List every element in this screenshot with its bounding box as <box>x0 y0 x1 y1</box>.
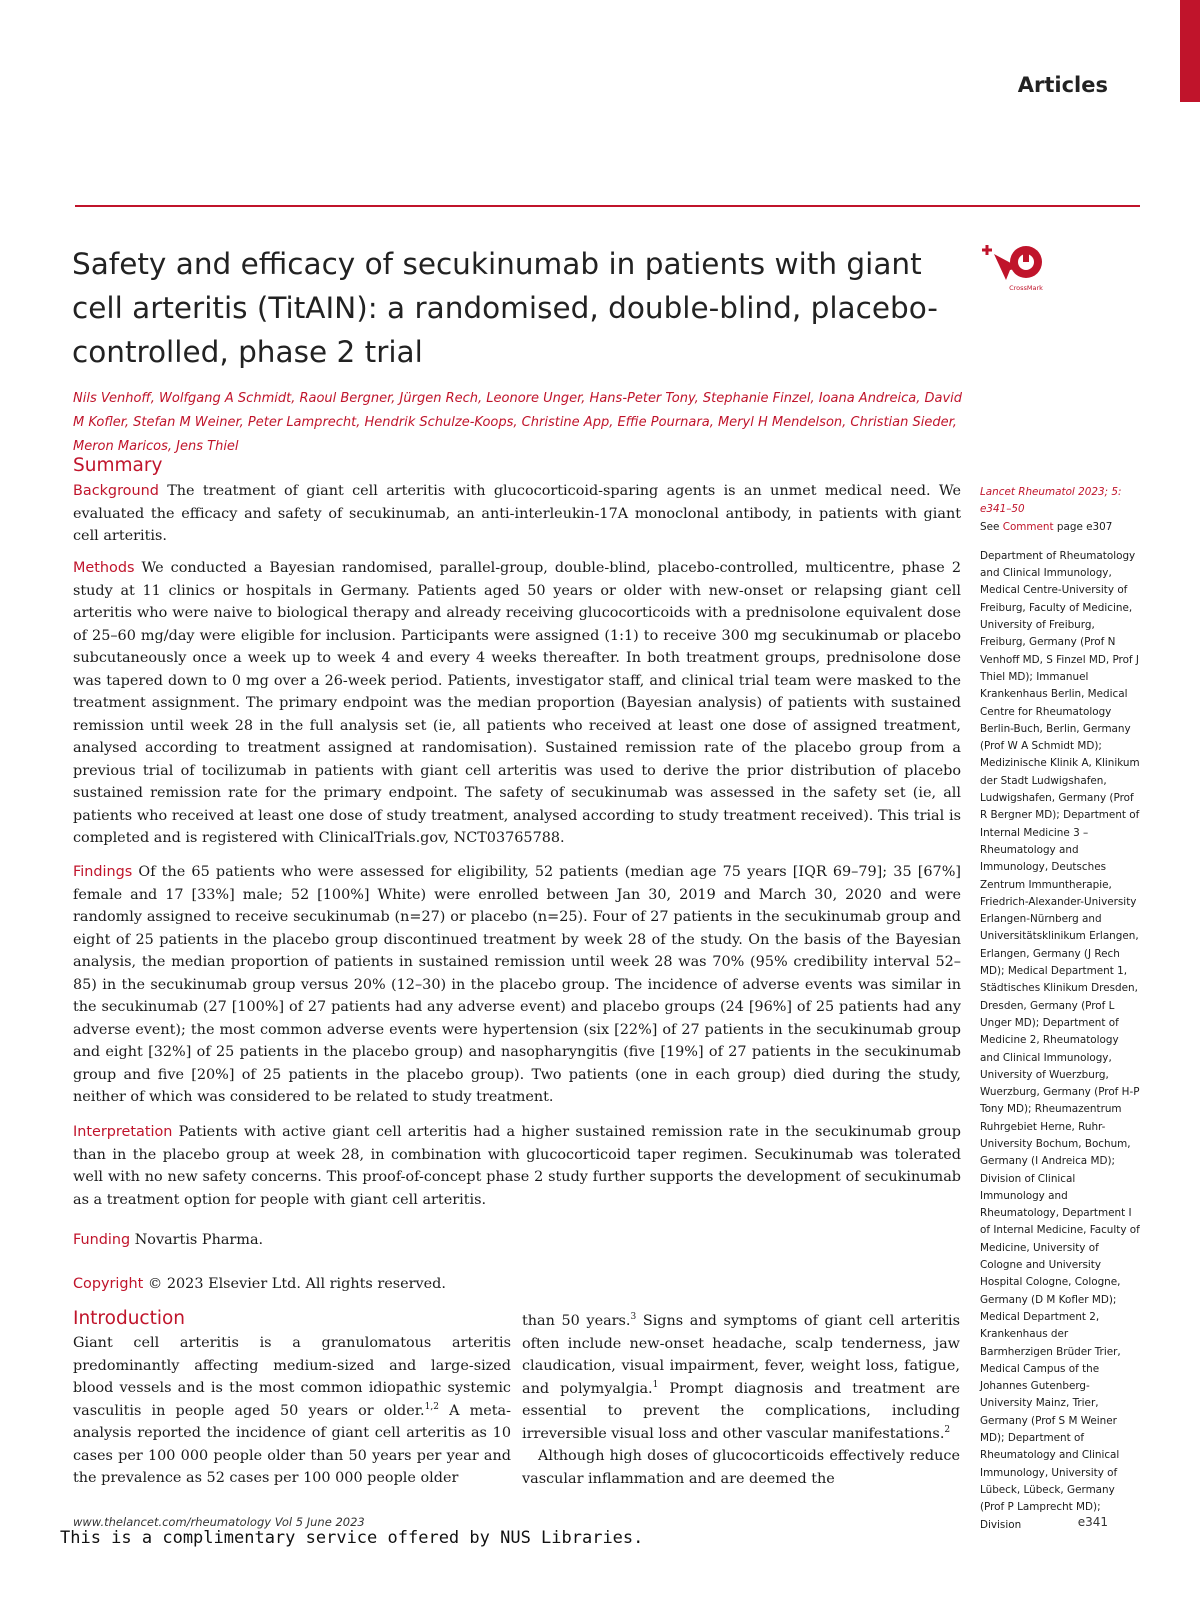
intro-text-1: Giant cell arteritis is a granulomatous arteritis predominantly affecting medium-sized and large-sized blood vessels and is the most common idiopathic systemic vasculitis in people aged 50 years or older. <box>73 1335 511 1419</box>
funding-text: Novartis Pharma. <box>130 1232 264 1248</box>
see-prefix: See <box>980 520 1003 533</box>
footer-page-number: e341 <box>1077 1515 1108 1529</box>
intro-text-5: Prompt diagnosis and treatment are essential to prevent the complications, including irreversible visual loss and other vascular manifestations. <box>522 1380 960 1442</box>
see-comment <box>980 519 1140 536</box>
library-notice: This is a complimentary service offered by NUS Libraries. <box>60 1528 644 1548</box>
footer-journal[interactable]: www.thelancet.com/rheumatology Vol 5 June 2023 <box>73 1515 365 1529</box>
section-label: Articles <box>1017 73 1108 97</box>
crossmark-icon[interactable] <box>980 240 1060 300</box>
side-color-stripe <box>1180 0 1200 102</box>
citation: Lancet Rheumatol 2023; 5: e341–50 <box>980 486 1122 516</box>
abstract-funding <box>73 1229 961 1252</box>
affiliations: Department of Rheumatology and Clinical Immunology, Medical Centre-University of Freiburg, Faculty of Medicine, University of Freiburg, Freiburg, Germany (Prof N Venhoff MD, S Finzel MD, Prof J Thiel MD); Immanuel Krankenhaus Berlin, Medical Centre for Rheumatology Berlin-Buch, Berlin, Germany (Prof W A Schmidt MD); Medizinische Klinik A, Klinikum der Stadt Ludwigshafen, Ludwigshafen, Germany (Prof R Bergner MD); Department of Internal Medicine 3 – Rheumatology and Immunology, Deutsches Zentrum Immuntherapie, Friedrich-Alexander-University Erlangen-Nürnberg and Universitätsklinikum Erlangen, Erlangen, Germany (J Rech MD); Medical Department 1, Städtisches Klinikum Dresden, Dresden, Germany (Prof L Unger MD); Department of Medicine 2, Rheumatology and Clinical Immunology, University of Wuerzburg, Wuerzburg, Germany (Prof H-P Tony MD); Rheumazentrum Ruhrgebiet Herne, Ruhr-University Bochum, Bochum, Germany (I Andreica MD); Division of Clinical Immunology and Rheumatology, Department I of Internal Medicine, Faculty of Medicine, University of Cologne and University Hospital Cologne, Cologne, Germany (D M Kofler MD); Medical Department 2, Krankenhaus der Barmherzigen Brüder Trier, Medical Campus of the Johannes Gutenberg-University Mainz, Trier, Germany (Prof S M Weiner MD); Department of Rheumatology and Clinical Immunology, University of Lübeck, Lübeck, Germany (Prof P Lamprecht MD); Division <box>980 549 1140 1531</box>
abstract-interpretation <box>73 1121 961 1211</box>
interpretation-text: Patients with active giant cell arteritis had a higher sustained remission rate in the secukinumab group than in the placebo group at week 28, in combination with glucocorticoid taper regimen. Secukinumab was tolerated well with no new safety concerns. This proof-of-concept phase 2 study further supports the development of secukinumab as a treatment option for people with giant cell arteritis. <box>73 1124 961 1208</box>
intro-text-2: A meta-analysis reported the incidence of giant cell arteritis as 10 cases per 100 000 people older than 50 years per year and the prevalence as 52 cases per 100 000 people older <box>73 1402 511 1486</box>
background-label: Background <box>73 483 159 499</box>
copyright-label: Copyright <box>73 1276 144 1292</box>
intro-text-4: Signs and symptoms of giant cell arteritis often include new-onset headache, scalp tenderness, jaw claudication, visual impairment, fever, weight loss, fatigue, and polymyalgia. <box>522 1313 960 1397</box>
interpretation-label: Interpretation <box>73 1124 173 1140</box>
abstract-background <box>73 480 961 548</box>
crossmark-label: CrossMark <box>1009 284 1043 292</box>
methods-text: We conducted a Bayesian randomised, parallel-group, double-blind, placebo-controlled, multicentre, phase 2 study at 11 clinics or hospitals in Germany. Patients aged 50 years or older with new-onset or relapsing giant cell arteritis who were naive to biological therapy and already receiving glucocorticoids with a prednisolone equivalent dose of 25–60 mg/day were eligible for inclusion. Participants were assigned (1:1) to receive 300 mg secukinumab or placebo subcutaneously once a week up to week 4 and every 4 weeks thereafter. In both treatment groups, prednisolone dose was tapered down to 0 mg over a 26-week period. Patients, investigator staff, and clinical trial team were masked to the treatment assignment. The primary endpoint was the median proportion (Bayesian analysis) of patients with sustained remission until week 28 in the full analysis set (ie, all patients who received at least one dose of assigned treatment, analysed according to treatment assigned at randomisation). Sustained remission rate of the placebo group from a previous trial of tocilizumab in patients with giant cell arteritis was used to derive the prior distribution of placebo sustained remission rate for the primary endpoint. The safety of secukinumab was assessed in the safety set (ie, all patients who received at least one dose of study treatment, analysed according to study treatment received). This trial is completed and is registered with ClinicalTrials.gov, NCT03765788. <box>73 560 961 846</box>
intro-column-1 <box>73 1332 511 1490</box>
funding-label: Funding <box>73 1232 131 1248</box>
article-title: Safety and efficacy of secukinumab in patients with giant cell arteritis (TitAIN): a randomised, double-blind, placebo-controlled, phase 2 trial <box>72 247 938 369</box>
abstract-methods <box>73 557 961 850</box>
abstract-findings <box>73 861 961 1109</box>
intro-text-3: than 50 years. <box>522 1313 631 1329</box>
methods-label: Methods <box>73 560 135 576</box>
abstract-copyright <box>73 1273 961 1296</box>
comment-link[interactable]: Comment <box>1002 520 1054 533</box>
findings-text: Of the 65 patients who were assessed for eligibility, 52 patients (median age 75 years [IQR 69–79]; 35 [67%] female and 17 [33%] male; 52 [100%] White) were enrolled between Jan 30, 2019 and March 30, 2020 and were randomly assigned to receive secukinumab (n=27) or placebo (n=25). Four of 27 patients in the secukinumab group and eight of 25 patients in the placebo group discontinued treatment by week 28 of the study. On the basis of the Bayesian analysis, the median proportion of patients in sustained remission until week 28 was 70% (95% credibility interval 52–85) in the secukinumab group versus 20% (12–30) in the placebo group. The incidence of adverse events was similar in the secukinumab (27 [100%] of 27 patients had any adverse event) and placebo groups (24 [96%] of 25 patients had any adverse event); the most common adverse events were hypertension (six [22%] of 27 patients in the secukinumab group and eight [32%] of 25 patients in the placebo group) and nasopharyngitis (five [19%] of 27 patients in the secukinumab group and five [20%] of 25 patients in the placebo group). Two patients (one in each group) died during the study, neither of which was considered to be related to study treatment. <box>73 864 961 1105</box>
reference-marker[interactable]: 2 <box>944 1424 951 1435</box>
sidebar <box>980 484 1140 1534</box>
reference-marker[interactable]: 3 <box>630 1312 637 1323</box>
intro-column-2 <box>522 1310 960 1445</box>
findings-label: Findings <box>73 864 133 880</box>
reference-marker[interactable]: 1 <box>652 1379 659 1390</box>
header-rule <box>75 205 1140 207</box>
summary-heading: Summary <box>73 455 163 476</box>
background-text: The treatment of giant cell arteritis with glucocorticoid-sparing agents is an unmet medical need. We evaluated the efficacy and safety of secukinumab, an anti-interleukin-17A monoclonal antibody, in patients with giant cell arteritis. <box>73 483 961 544</box>
copyright-text: © 2023 Elsevier Ltd. All rights reserved. <box>143 1276 446 1292</box>
introduction-heading: Introduction <box>73 1308 186 1329</box>
author-list: Nils Venhoff, Wolfgang A Schmidt, Raoul Bergner, Jürgen Rech, Leonore Unger, Hans-Peter Tony, Stephanie Finzel, Ioana Andreica, David M Kofler, Stefan M Weiner, Peter Lamprecht, Hendrik Schulze-Koops, Christine App, Effie Pournara, Meryl H Mendelson, Christian Sieder, Meron Maricos, Jens Thiel <box>73 391 963 454</box>
reference-marker[interactable]: 1,2 <box>424 1401 439 1412</box>
comment-page: page e307 <box>1053 520 1113 533</box>
intro-column-2-paragraph-2: Although high doses of glucocorticoids effectively reduce vascular inflammation and are deemed the <box>522 1448 960 1487</box>
